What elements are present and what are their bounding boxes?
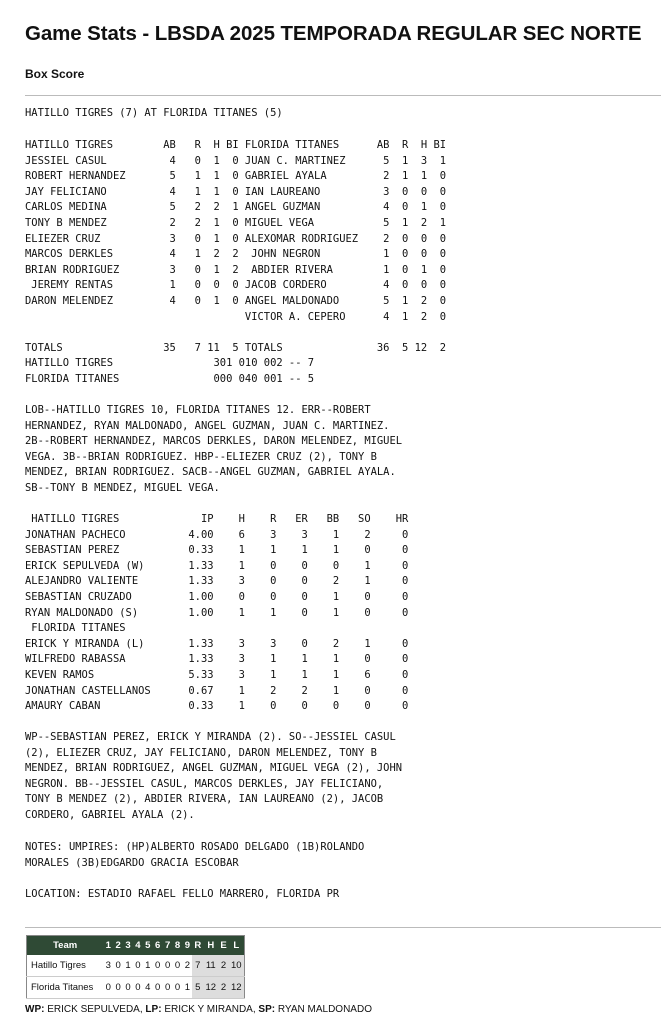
game-summary [25, 403, 402, 497]
linescore-cell: 1 [123, 955, 133, 977]
linescore-col-header: 1 [103, 936, 113, 956]
pitching-row: SEBASTIAN PEREZ 0.33 1 1 1 1 0 0 [25, 544, 409, 557]
linescore-cell: 4 [143, 977, 153, 999]
batting-row: JEREMY RENTAS 1 0 0 0 JACOB CORDERO 4 0 0 0 [25, 279, 447, 292]
linescore-team-header: Team [27, 936, 104, 956]
pitching-note-line: CORDERO, GABRIEL AYALA (2). [25, 808, 195, 821]
linescore-team-name: Hatillo Tigres [27, 955, 104, 977]
note-line: MORALES (3B)EDGARDO GRACIA ESCOBAR [25, 856, 239, 869]
batting-row: JESSIEL CASUL 4 0 1 0 JUAN C. MARTINEZ 5 1 3 1 [25, 154, 447, 167]
box-score-heading: Box Score [25, 67, 85, 81]
batting-row: JAY FELICIANO 4 1 1 0 IAN LAUREANO 3 0 0 0 [25, 185, 447, 198]
batting-row: ROBERT HERNANDEZ 5 1 1 0 GABRIEL AYALA 2 1 1 0 [25, 170, 447, 183]
linescore-cell: 2 [182, 955, 192, 977]
linescore-header [27, 936, 245, 956]
batting-row: ELIEZER CRUZ 3 0 1 0 ALEXOMAR RODRIGUEZ 2 0 0 0 [25, 232, 447, 245]
pitching-note-line: MENDEZ, BRIAN RODRIGUEZ, ANGEL GUZMAN, MIGUEL VEGA (2), JOHN [25, 762, 403, 775]
pitching-header: HATILLO TIGRES IP H R ER BB SO HR [25, 513, 409, 525]
linescore-col-header: 4 [133, 936, 143, 956]
linescore-cell: 12 [203, 977, 218, 999]
linescore-cell: 11 [203, 955, 218, 977]
linescore-cell: 0 [123, 977, 133, 999]
score-line: FLORIDA TITANES 000 040 001 -- 5 [25, 372, 315, 385]
linescore-cell: 0 [113, 977, 123, 999]
linescore-table [26, 935, 245, 999]
pitching-row: ERICK Y MIRANDA (L) 1.33 3 3 0 2 1 0 [25, 637, 409, 650]
linescore-cell: 0 [133, 955, 143, 977]
linescore-cell: 2 [218, 955, 228, 977]
linescore-col-header: 2 [113, 936, 123, 956]
lp-label: LP: [145, 1004, 162, 1015]
summary-line: SB--TONY B MENDEZ, MIGUEL VEGA. [25, 481, 220, 494]
pitching-note-line: (2), ELIEZER CRUZ, JAY FELICIANO, DARON MELENDEZ, TONY B [25, 746, 377, 759]
linescore-team-name: Florida Titanes [27, 977, 104, 999]
batting-row: TONY B MENDEZ 2 2 1 0 MIGUEL VEGA 5 1 2 1 [25, 216, 447, 229]
linescore-col-header: H [203, 936, 218, 956]
divider [25, 95, 661, 96]
linescore-cell: 0 [133, 977, 143, 999]
score-line: HATILLO TIGRES 301 010 002 -- 7 [25, 357, 315, 369]
batting-row: TOTALS 35 7 11 5 TOTALS 36 5 12 2 [25, 341, 447, 354]
linescore-cell: 3 [103, 955, 113, 977]
linescore-cell: 7 [192, 955, 203, 977]
pitching-row: KEVEN RAMOS 5.33 3 1 1 1 6 0 [25, 668, 409, 681]
linescore-cell: 0 [163, 977, 173, 999]
pitcher-decisions [25, 1004, 372, 1015]
pitching-row: RYAN MALDONADO (S) 1.00 1 1 0 1 0 0 [25, 606, 409, 619]
pitching-row: JONATHAN PACHECO 4.00 6 3 3 1 2 0 [25, 528, 409, 541]
wp-label: WP: [25, 1004, 45, 1015]
pitching-row: ERICK SEPULVEDA (W) 1.33 1 0 0 0 1 0 [25, 559, 409, 572]
linescore-cell: 2 [218, 977, 228, 999]
batting-row: CARLOS MEDINA 5 2 2 1 ANGEL GUZMAN 4 0 1 0 [25, 201, 447, 214]
linescore-cell: 0 [113, 955, 123, 977]
pitching-row: WILFREDO RABASSA 1.33 3 1 1 1 0 0 [25, 653, 409, 666]
linescore-col-header: 9 [182, 936, 192, 956]
pitching-table [25, 512, 408, 715]
page-title: Game Stats - LBSDA 2025 TEMPORADA REGULAR SEC NORTE [25, 22, 642, 45]
batting-row: DARON MELENDEZ 4 0 1 0 ANGEL MALDONADO 5 1 2 0 [25, 294, 447, 307]
linescore-cell: 0 [173, 955, 183, 977]
batting-table [25, 138, 446, 356]
batting-row: BRIAN RODRIGUEZ 3 0 1 2 ABDIER RIVERA 1 0 1 0 [25, 263, 447, 276]
linescore-cell: 0 [163, 955, 173, 977]
linescore-col-header: 8 [173, 936, 183, 956]
note-line: NOTES: UMPIRES: (HP)ALBERTO ROSADO DELGADO (1B)ROLANDO [25, 841, 365, 853]
batting-row: VICTOR A. CEPERO 4 1 2 0 [25, 310, 447, 323]
linescore-col-header: L [229, 936, 245, 956]
linescore-col-header: 6 [153, 936, 163, 956]
linescore-cell: 0 [173, 977, 183, 999]
linescore-cell: 0 [103, 977, 113, 999]
pitching-note-line: NEGRON. BB--JESSIEL CASUL, MARCOS DERKLES, JAY FELICIANO, [25, 777, 384, 790]
pitching-note-line: WP--SEBASTIAN PEREZ, ERICK Y MIRANDA (2). SO--JESSIEL CASUL [25, 731, 396, 743]
summary-line: MENDEZ, BRIAN RODRIGUEZ. SACB--ANGEL GUZMAN, GABRIEL AYALA. [25, 466, 396, 479]
pitching-row: ALEJANDRO VALIENTE 1.33 3 0 0 2 1 0 [25, 575, 409, 588]
linescore-row [27, 955, 245, 977]
linescore-cell: 1 [182, 977, 192, 999]
summary-line: HERNANDEZ, RYAN MALDONADO, ANGEL GUZMAN, JUAN C. MARTINEZ. [25, 419, 390, 432]
pitching-row: JONATHAN CASTELLANOS 0.67 1 2 2 1 0 0 [25, 684, 409, 697]
pitching-note-line: TONY B MENDEZ (2), ABDIER RIVERA, IAN LAUREANO (2), JACOB [25, 793, 384, 806]
batting-header: HATILLO TIGRES AB R H BI FLORIDA TITANES AB R H BI [25, 139, 447, 151]
batting-row: MARCOS DERKLES 4 1 2 2 JOHN NEGRON 1 0 0 0 [25, 248, 447, 261]
divider [25, 927, 661, 928]
pitching-notes [25, 730, 402, 824]
pitching-row: SEBASTIAN CRUZADO 1.00 0 0 0 1 0 0 [25, 590, 409, 603]
umpires-notes [25, 840, 364, 871]
score-by-innings [25, 356, 314, 387]
linescore-cell: 5 [192, 977, 203, 999]
pitching-row: FLORIDA TITANES [25, 622, 409, 635]
losing-pitcher: ERICK Y MIRANDA, [164, 1004, 256, 1015]
game-location: LOCATION: ESTADIO RAFAEL FELLO MARRERO, FLORIDA PR [25, 888, 340, 900]
matchup-line: HATILLO TIGRES (7) AT FLORIDA TITANES (5) [25, 107, 283, 119]
linescore-col-header: 5 [143, 936, 153, 956]
save-pitcher: RYAN MALDONADO [277, 1004, 372, 1015]
linescore-cell: 10 [229, 955, 245, 977]
linescore-cell: 0 [153, 977, 163, 999]
linescore-row [27, 977, 245, 999]
linescore-col-header: E [218, 936, 228, 956]
linescore-cell: 1 [143, 955, 153, 977]
pitching-row: AMAURY CABAN 0.33 1 0 0 0 0 0 [25, 700, 409, 713]
linescore-col-header: 7 [163, 936, 173, 956]
linescore-col-header: 3 [123, 936, 133, 956]
summary-line: LOB--HATILLO TIGRES 10, FLORIDA TITANES 12. ERR--ROBERT [25, 404, 371, 416]
sp-label: SP: [258, 1004, 276, 1015]
winning-pitcher: ERICK SEPULVEDA, [47, 1004, 143, 1015]
linescore-cell: 12 [229, 977, 245, 999]
linescore-col-header: R [192, 936, 203, 956]
summary-line: 2B--ROBERT HERNANDEZ, MARCOS DERKLES, DARON MELENDEZ, MIGUEL [25, 435, 403, 448]
linescore-cell: 0 [153, 955, 163, 977]
summary-line: VEGA. 3B--BRIAN RODRIGUEZ. HBP--ELIEZER CRUZ (2), TONY B [25, 450, 377, 463]
